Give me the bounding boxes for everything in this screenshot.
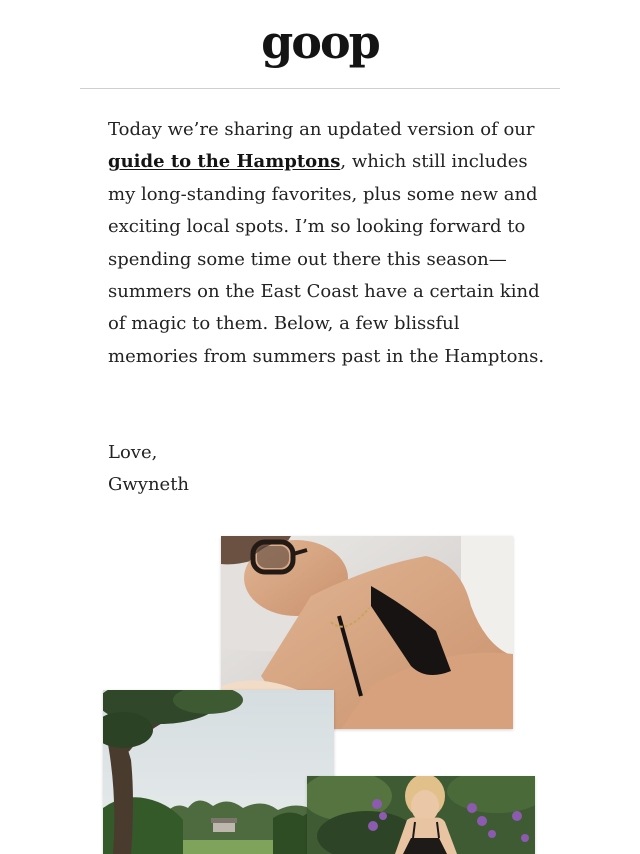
goop-logo[interactable]: goop — [261, 15, 379, 69]
letter-rest-text: , which still includes my long-standing favorites, plus some new and exciting local spots. I’m so looking forward to spending some time out there this season—summers on the East Coast have a certain kind of magic to them. Below, a few blissful memories from summers past in the Hamptons. — [108, 151, 545, 367]
letter-intro-text: Today we’re sharing an updated version of our — [108, 119, 535, 140]
hamptons-guide-link[interactable]: guide to the Hamptons — [108, 151, 341, 173]
photo-woman-with-flowers[interactable] — [307, 776, 535, 854]
letter-paragraph — [108, 114, 548, 373]
garden-illustration — [103, 690, 334, 854]
letter-signoff — [108, 437, 189, 502]
photo-garden-lawn[interactable] — [103, 690, 334, 854]
closing-text: Love, — [108, 442, 158, 463]
flowers-illustration — [307, 776, 535, 854]
letter-body — [108, 114, 548, 373]
header-divider — [80, 88, 560, 89]
signature-text: Gwyneth — [108, 474, 190, 496]
